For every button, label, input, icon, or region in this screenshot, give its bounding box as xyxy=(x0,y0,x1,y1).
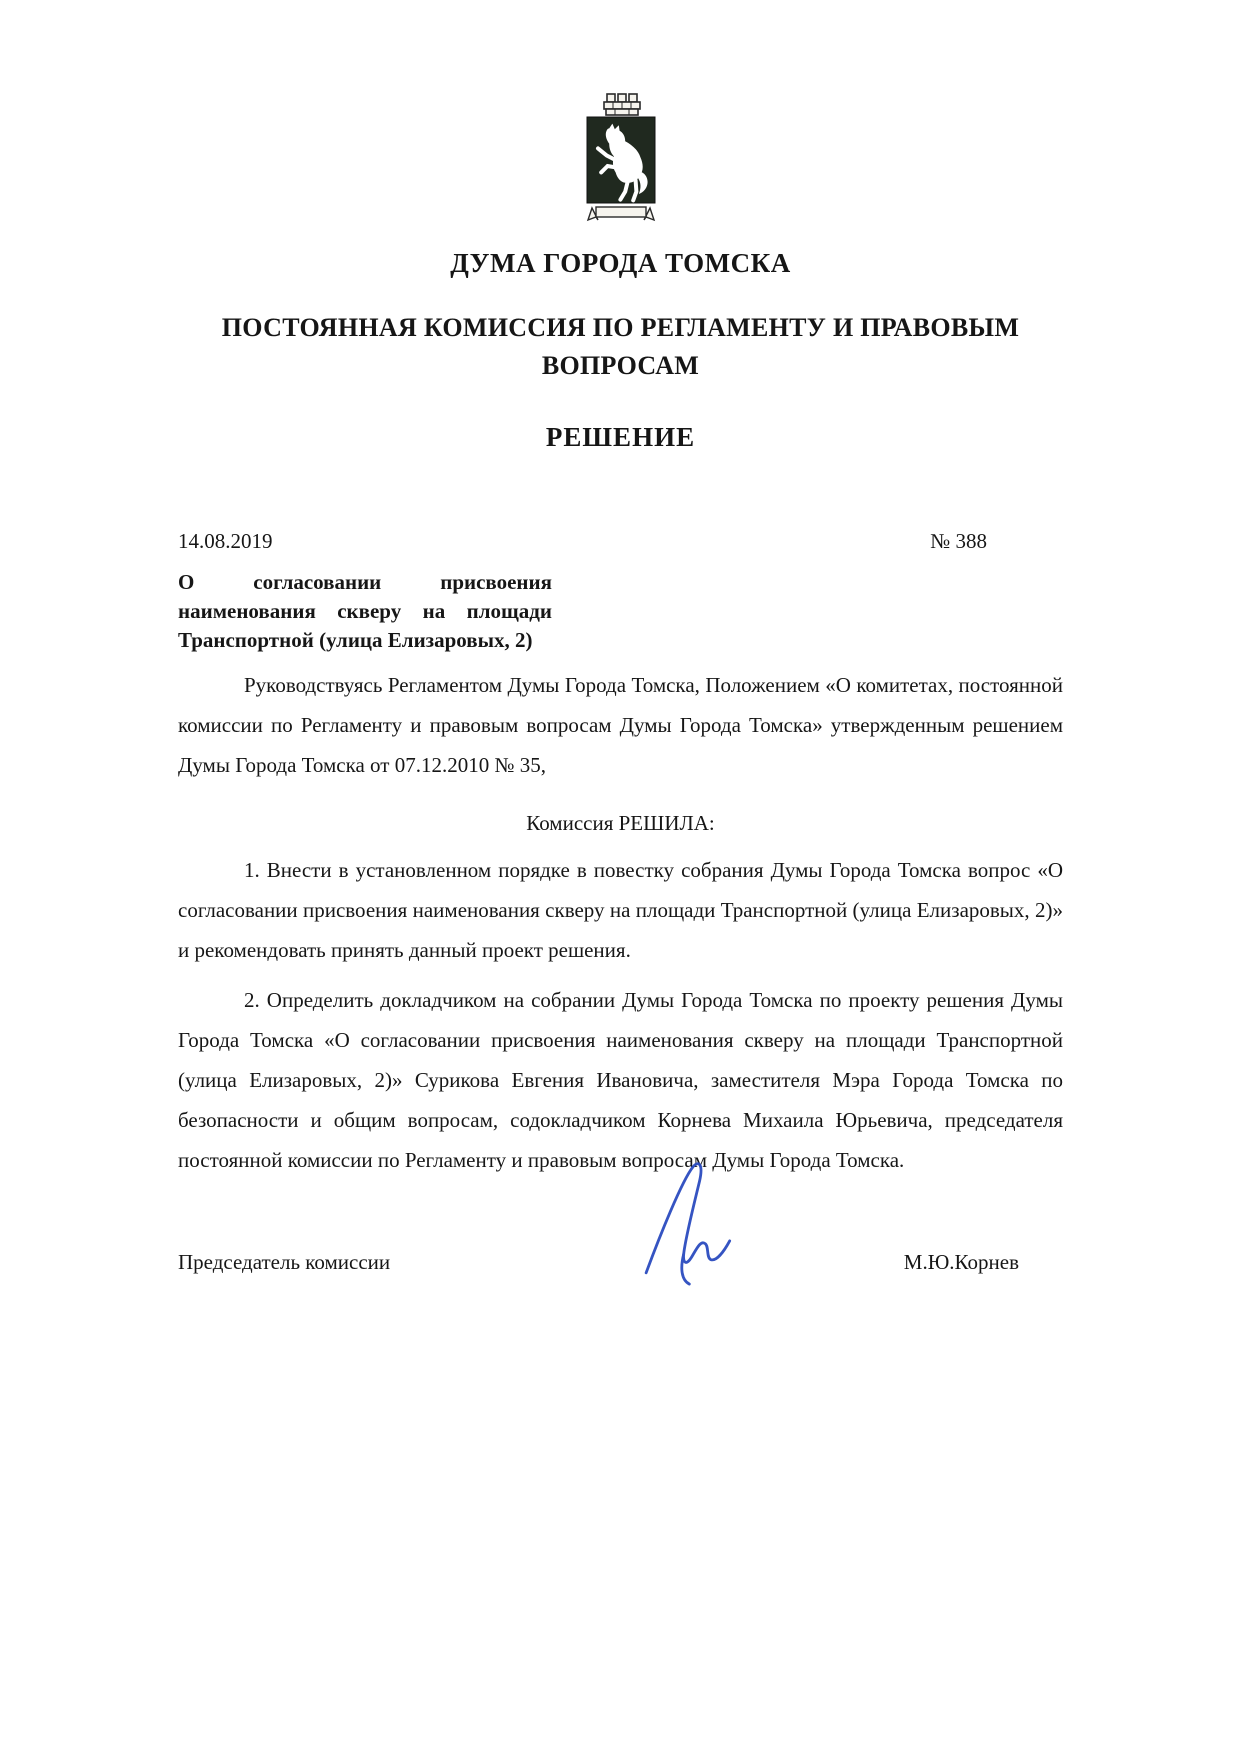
document-number: № 388 xyxy=(930,529,987,554)
resolution-item-2: 2. Определить докладчиком на собрании Думы Города Томска по проекту решения Думы Города Томска «О согласовании присвоения наименования скверу на площади Транспортной (улица Елизаровых, 2)» Сурикова Евгения Ивановича, заместителя Мэра Города Томска по безопасности и общим вопросам, содокладчиком Корнева Михаила Юрьевича, председателя постоянной комиссии по Регламенту и правовым вопросам Думы Города Томска. xyxy=(178,988,1063,1173)
document-date: 14.08.2019 xyxy=(178,529,273,554)
document-subject: О согласовании присвоения наименования скверу на площади Транспортной (улица Елизаровых, 2) xyxy=(178,570,552,653)
signature-row xyxy=(178,1250,1063,1275)
resolution-item-1: 1. Внести в установленном порядке в повестку собрания Думы Города Томска вопрос «О согласовании присвоения наименования скверу на площади Транспортной (улица Елизаровых, 2)» и рекомендовать принять данный проект решения. xyxy=(178,858,1063,963)
resolution-heading: Комиссия РЕШИЛА: xyxy=(526,811,715,836)
signer-position: Председатель комиссии xyxy=(178,1250,391,1275)
document-type-title: РЕШЕНИЕ xyxy=(545,422,696,453)
ribbon-icon xyxy=(588,207,654,220)
organization-name: ДУМА ГОРОДА ТОМСКА xyxy=(450,248,791,278)
tomsk-coat-of-arms-icon xyxy=(582,92,660,234)
meta-row xyxy=(178,529,1063,554)
signer-name: М.Ю.Корнев xyxy=(903,1250,1019,1275)
commission-name: ПОСТОЯННАЯ КОМИССИЯ ПО РЕГЛАМЕНТУ И ПРАВОВЫМ ВОПРОСАМ xyxy=(221,313,1020,380)
preamble-paragraph: Руководствуясь Регламентом Думы Города Томска, Положением «О комитетах, постоянной комиссии по Регламенту и правовым вопросам Думы Города Томска» утвержденным решением Думы Города Томска от 07.12.2010 № 35, xyxy=(178,673,1063,778)
